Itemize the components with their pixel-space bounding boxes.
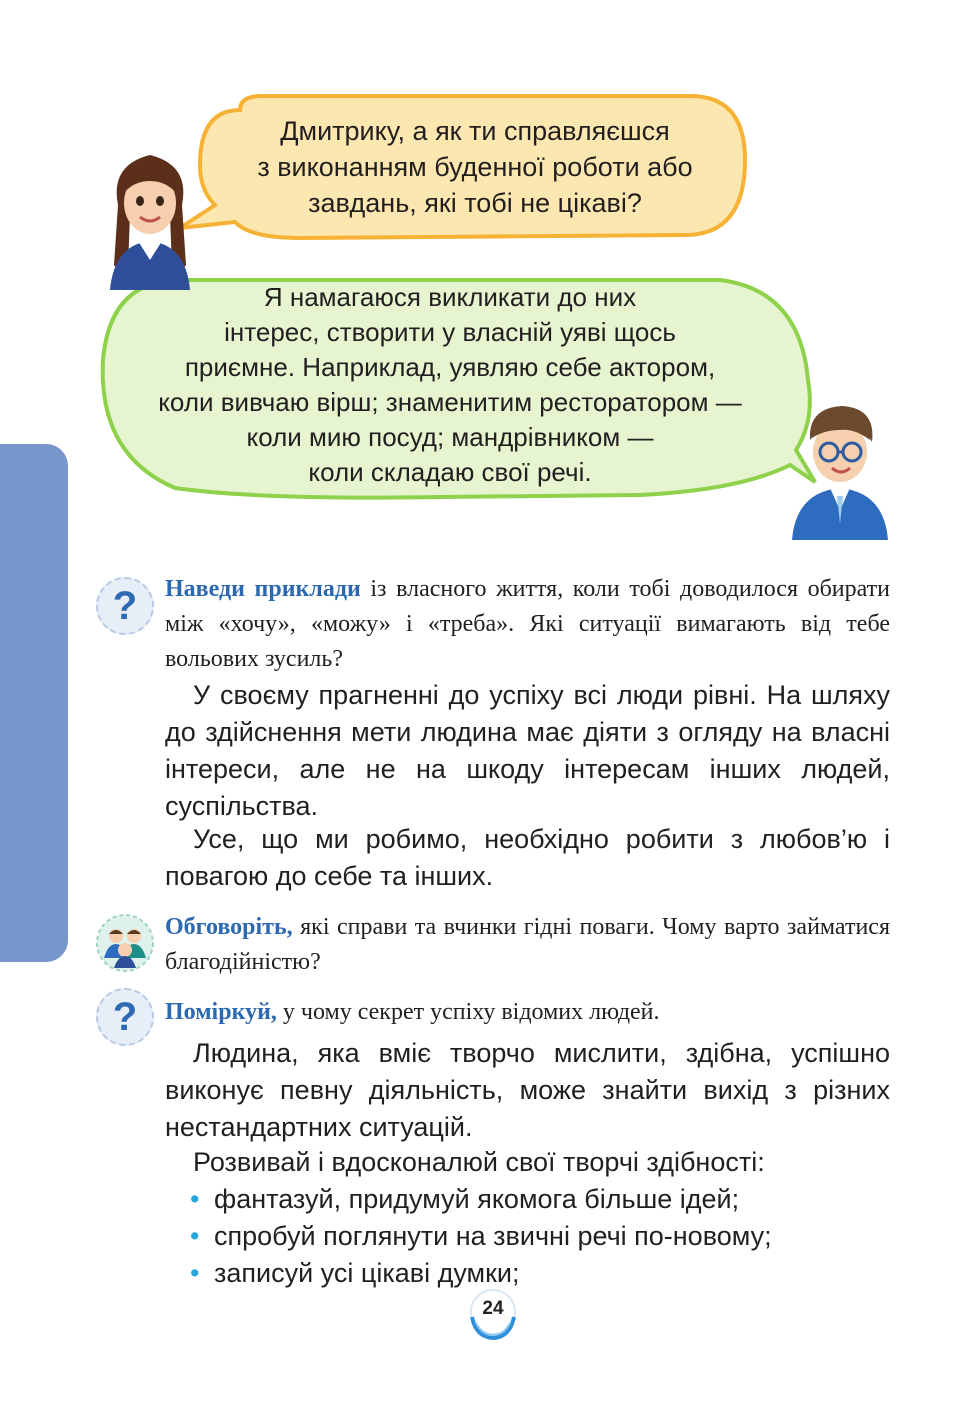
boy-speech-text xyxy=(100,280,800,490)
boy-speech-line: коли вивчаю вірш; знаменитим ресторатором — xyxy=(158,387,742,417)
question-mark-icon: ? xyxy=(96,988,154,1046)
paragraph-2: Усе, що ми робимо, необхідно робити з любов’ю і повагою до себе та інших. xyxy=(165,824,890,891)
boy-speech-line: Я намагаюся викликати до них xyxy=(263,282,637,312)
list-item: • записуй усі цікаві думки; xyxy=(190,1255,890,1292)
task-question-2 xyxy=(165,995,890,1030)
group-discussion-icon xyxy=(96,914,154,972)
paragraph-1: У своєму прагненні до успіху всі люди рівні. На шляху до здійснення мети людина має діяти з огляду на власні інтереси, але не на шкоду інтересам інших людей, суспільства. xyxy=(165,680,890,821)
girl-speech-text xyxy=(205,113,745,221)
boy-speech-line: приємне. Наприклад, уявляю себе актором, xyxy=(184,352,716,382)
task-text: які справи та вчинки гідні поваги. Чому варто займатися благодійністю? xyxy=(165,914,890,975)
task-text: із власного життя, коли тобі доводилося обирати між «хочу», «можу» і «треба». Які ситуації вимагають від тебе вольових зусиль? xyxy=(165,576,890,672)
list-item: • фантазуй, придумуй якомога більше ідей; xyxy=(190,1181,890,1218)
girl-speech-line: з виконанням буденної роботи або xyxy=(257,152,693,182)
girl-character-illustration xyxy=(100,145,200,290)
bullet-list xyxy=(190,1181,890,1292)
task-question-1 xyxy=(165,572,890,677)
boy-character-illustration xyxy=(790,400,890,540)
task-discuss xyxy=(165,910,890,980)
task-text: у чому секрет успіху відомих людей. xyxy=(276,999,660,1025)
task-lead: Наведи приклади xyxy=(165,576,361,602)
list-item: • спробуй поглянути на звичні речі по-новому; xyxy=(190,1218,890,1255)
task-lead: Поміркуй, xyxy=(165,999,277,1025)
page-number: 24 xyxy=(482,1298,504,1319)
question-mark-icon: ? xyxy=(96,577,154,635)
boy-speech-line: коли мию посуд; мандрівником — xyxy=(246,422,654,452)
boy-speech-line: інтерес, створити у власній уяві щось xyxy=(224,317,676,347)
paragraph-4: Розвивай і вдосконалюй свої творчі здібності: xyxy=(193,1147,765,1177)
girl-speech-line: Дмитрику, а як ти справляєшся xyxy=(280,116,670,146)
task-lead: Обговоріть, xyxy=(165,914,293,940)
girl-speech-line: завдань, які тобі не цікаві? xyxy=(308,188,642,218)
paragraph-3: Людина, яка вміє творчо мислити, здібна, успішно виконує певну діяльність, може знайти вихід з різних нестандартних ситуацій. xyxy=(165,1038,890,1142)
boy-speech-line: коли складаю свої речі. xyxy=(308,457,592,487)
